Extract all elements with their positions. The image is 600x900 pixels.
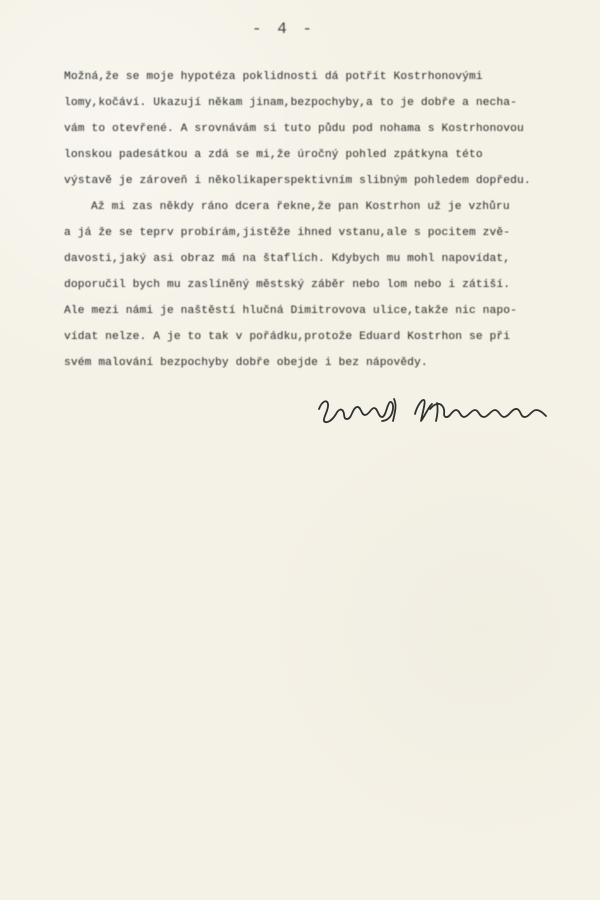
paragraph-2-line-4: doporučil bych mu zaslíněný městský záběr nebo lom nebo i zátiší. <box>64 279 511 291</box>
paragraph-2-line-3: davosti,jaký asi obraz má na štaflích. Kdybych mu mohl napovídat, <box>64 253 511 265</box>
paragraph-1-line-4: lonskou padesátkou a zdá se mi,že úročný pohled zpátkyna této <box>64 149 483 161</box>
paragraph-2-line-7: svém malování bezpochyby dobře obejde i bez nápovědy. <box>64 357 428 369</box>
paragraph-1-line-5: výstavě je zároveň i několikaperspektivním slibným pohledem dopředu. <box>64 175 531 187</box>
page-number: - 4 - <box>252 20 316 38</box>
paragraph-1-line-1: Možná,že se moje hypotéza poklidnosti dá potřít Kostrhonovými <box>64 71 483 83</box>
handwritten-signature <box>314 390 564 438</box>
paragraph-1-line-2: lomy,kočáví. Ukazují někam jinam,bezpochyby,a to je dobře a necha- <box>64 97 517 109</box>
paragraph-2-line-6: vídat nelze. A je to tak v pořádku,protože Eduard Kostrhon se při <box>64 331 511 343</box>
paragraph-1-line-3: vám to otevřené. A srovnávám si tuto půdu pod nohama s Kostrhonovou <box>64 123 524 135</box>
paragraph-2-line-2: a já že se teprv probírám,jistěže ihned vstanu,ale s pocitem zvě- <box>64 227 511 239</box>
paragraph-2-line-5: Ale mezi námi je naštěstí hlučná Dimitrovova ulice,takže nic napo- <box>64 305 517 317</box>
paragraph-2-line-1: Až mi zas někdy ráno dcera řekne,že pan Kostrhon už je vzhůru <box>91 201 510 213</box>
